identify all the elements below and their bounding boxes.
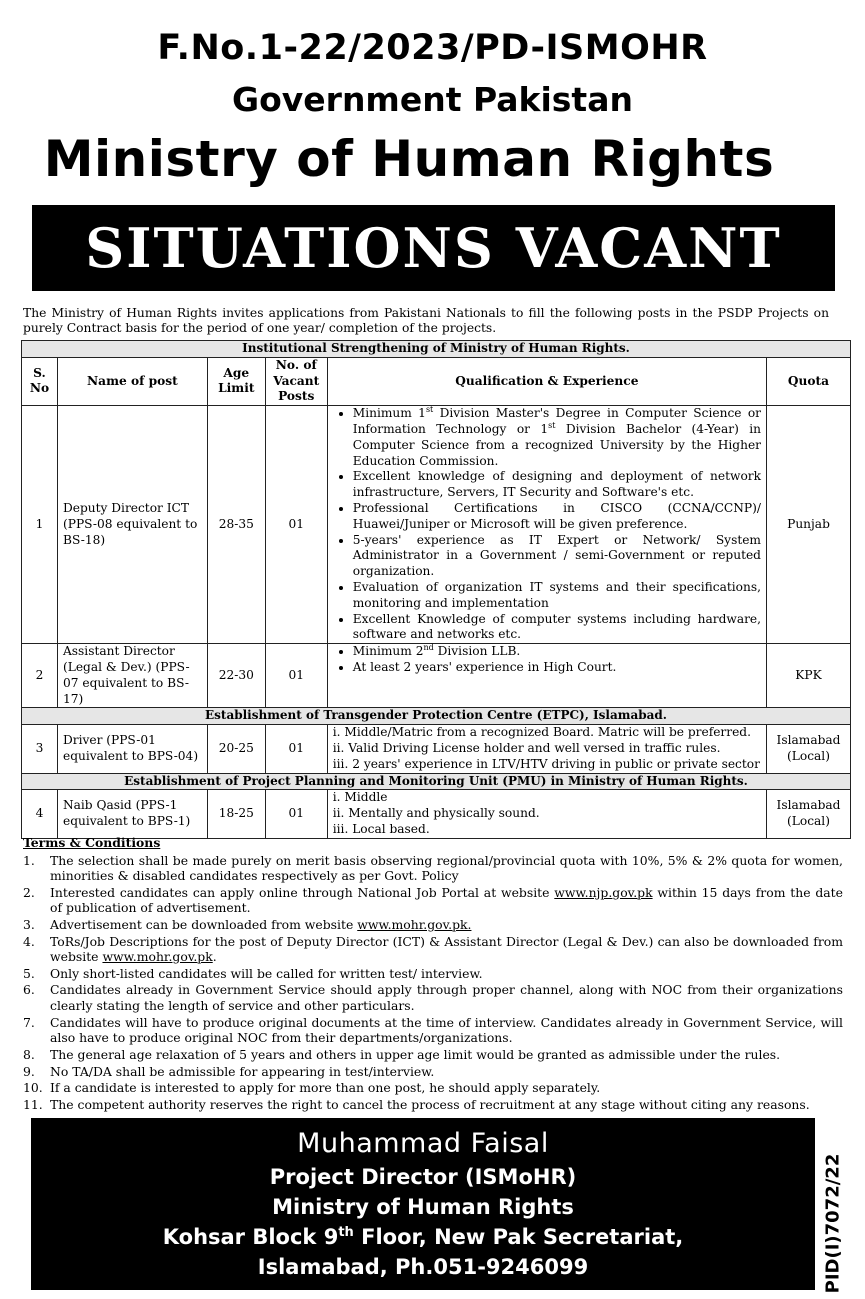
signatory-title: Project Director (ISMoHR)	[269, 1165, 577, 1189]
banner-text: SITUATIONS VACANT	[85, 216, 782, 280]
situations-vacant-banner	[32, 205, 835, 291]
col-quota: Quota	[767, 357, 851, 405]
post-name: Assistant Director (Legal & Dev.) (PPS-07 equivalent to BS-17)	[57, 644, 207, 708]
qualification-cell: i. Middle ii. Mentally and physically sound. iii. Local based.	[327, 790, 766, 838]
col-age: Age Limit	[207, 357, 265, 405]
file-number: F.No.1-22/2023/PD-ISMOHR	[157, 28, 708, 68]
address-line-1: Kohsar Block 9th Floor, New Pak Secretariat,	[162, 1225, 684, 1249]
ministry-title: Ministry of Human Rights	[43, 130, 775, 188]
list-item: 2. Interested candidates can apply online through National Job Portal at website www.njp.gov.pk within 15 days from the date of publication of advertisement.	[23, 884, 843, 916]
intro-paragraph: The Ministry of Human Rights invites applications from Pakistani Nationals to fill the following posts in the PSDP Projects on purely Contract basis for the period of one year/ completion of the projects.	[23, 306, 829, 335]
list-item: 8. The general age relaxation of 5 years and others in upper age limit would be granted as admissible under the rules.	[23, 1046, 781, 1062]
list-item: 10. If a candidate is interested to apply for more than one post, he should apply separately.	[23, 1080, 601, 1096]
terms-and-conditions	[23, 835, 843, 1114]
list-item: 7. Candidates will have to produce original documents at the time of interview. Candidates already in Government Service, will also have to produce original NOC from their departments/organizations.	[23, 1014, 843, 1046]
post-name: Deputy Director ICT (PPS-08 equivalent to BS-18)	[57, 406, 207, 644]
pid-number: PID(I)7072/22	[822, 1153, 844, 1293]
section-header: Establishment of Project Planning and Monitoring Unit (PMU) in Ministry of Human Rights.	[22, 773, 851, 790]
list-item: 1. The selection shall be made purely on merit basis observing regional/provincial quota with 10%, 5% & 2% quota for women, minorities & disabled candidates respectively as per Govt. Policy	[23, 852, 843, 883]
vacancy-table	[21, 340, 851, 839]
list-item: 5. Only short-listed candidates will be called for written test/ interview.	[23, 965, 483, 981]
list-item: 3. Advertisement can be downloaded from website www.mohr.gov.pk.	[23, 916, 472, 932]
terms-title: Terms & Conditions	[23, 835, 161, 850]
list-item: 9. No TA/DA shall be admissible for appearing in test/interview.	[23, 1063, 435, 1079]
post-name: Driver (PPS-01 equivalent to BPS-04)	[57, 725, 207, 773]
section-header: Institutional Strengthening of Ministry of Human Rights.	[22, 341, 851, 358]
list-item: 11. The competent authority reserves the right to cancel the process of recruitment at any stage without citing any reasons.	[23, 1096, 810, 1112]
signature-block	[31, 1118, 815, 1290]
njp-link[interactable]: www.njp.gov.pk	[554, 884, 653, 900]
table-row: 1 Deputy Director ICT (PPS-08 equivalent to BS-18) 28-35 01 • Minimum 1st Division Master's Degree in Computer Science or Information Technology or 1st Division Bachelor (4-Year) in Computer Science from a recognized University by the Higher Education Commission. • Excellent knowledge of designing and deployment of network infrastructure, Servers, IT Security and Software's etc. • Professional Certifications in CISCO (CCNA/CCNP)/ Huawei/Juniper or Microsoft will be given preference. • 5-years' experience as IT Expert or Network/ System Administrator in a Government / semi-Government or reputed organization. • Evaluation of organization IT systems and their specifications, monitoring and implementation • Excellent Knowledge of computer systems including hardware, software and networks etc. Punjab	[22, 406, 851, 644]
government-title: Government Pakistan	[232, 80, 633, 119]
col-post: Name of post	[57, 357, 207, 405]
qualification-cell: • Minimum 2nd Division LLB. • At least 2 years' experience in High Court.	[327, 644, 766, 708]
table-header-row	[22, 357, 851, 405]
signatory-name: Muhammad Faisal	[297, 1128, 549, 1159]
qualification-cell: i. Middle/Matric from a recognized Board. Matric will be preferred. ii. Valid Driving License holder and well versed in traffic rules. iii. 2 years' experience in LTV/HTV driving in public or private sector	[327, 725, 766, 773]
table-row: 3 Driver (PPS-01 equivalent to BPS-04) 20-25 01 i. Middle/Matric from a recognized Board. Matric will be preferred. ii. Valid Driving License holder and well versed in traffic rules. iii. 2 years' experience in LTV/HTV driving in public or private sector Islamabad (Local)	[22, 725, 851, 773]
col-vacant: No. of Vacant Posts	[265, 357, 327, 405]
qualification-cell: • Minimum 1st Division Master's Degree in Computer Science or Information Technology or 1st Division Bachelor (4-Year) in Computer Science from a recognized University by the Higher Education Commission. • Excellent knowledge of designing and deployment of network infrastructure, Servers, IT Security and Software's etc. • Professional Certifications in CISCO (CCNA/CCNP)/ Huawei/Juniper or Microsoft will be given preference. • 5-years' experience as IT Expert or Network/ System Administrator in a Government / semi-Government or reputed organization. • Evaluation of organization IT systems and their specifications, monitoring and implementation • Excellent Knowledge of computer systems including hardware, software and networks etc.	[327, 406, 766, 644]
table-row: 2 Assistant Director (Legal & Dev.) (PPS-07 equivalent to BS-17) 22-30 01 • Minimum 2nd Division LLB. • At least 2 years' experience in High Court. KPK	[22, 644, 851, 708]
col-sno: S. No	[22, 357, 58, 405]
mohr-link[interactable]: www.mohr.gov.pk	[102, 949, 213, 965]
col-qualification: Qualification & Experience	[327, 357, 766, 405]
section-header: Establishment of Transgender Protection Centre (ETPC), Islamabad.	[22, 708, 851, 725]
list-item: 4. ToRs/Job Descriptions for the post of Deputy Director (ICT) & Assistant Director (Legal & Dev.) can also be downloaded from website www.mohr.gov.pk.	[23, 933, 843, 965]
post-name: Naib Qasid (PPS-1 equivalent to BPS-1)	[57, 790, 207, 838]
list-item: 6. Candidates already in Government Service should apply through proper channel, along with NOC from their organizations clearly stating the length of service and other particulars.	[23, 982, 843, 1013]
signatory-ministry: Ministry of Human Rights	[272, 1195, 574, 1219]
table-row: 4 Naib Qasid (PPS-1 equivalent to BPS-1) 18-25 01 i. Middle ii. Mentally and physically sound. iii. Local based. Islamabad (Local)	[22, 790, 851, 838]
address-line-2: Islamabad, Ph.051-9246099	[257, 1255, 589, 1279]
mohr-link[interactable]: www.mohr.gov.pk.	[357, 916, 472, 932]
